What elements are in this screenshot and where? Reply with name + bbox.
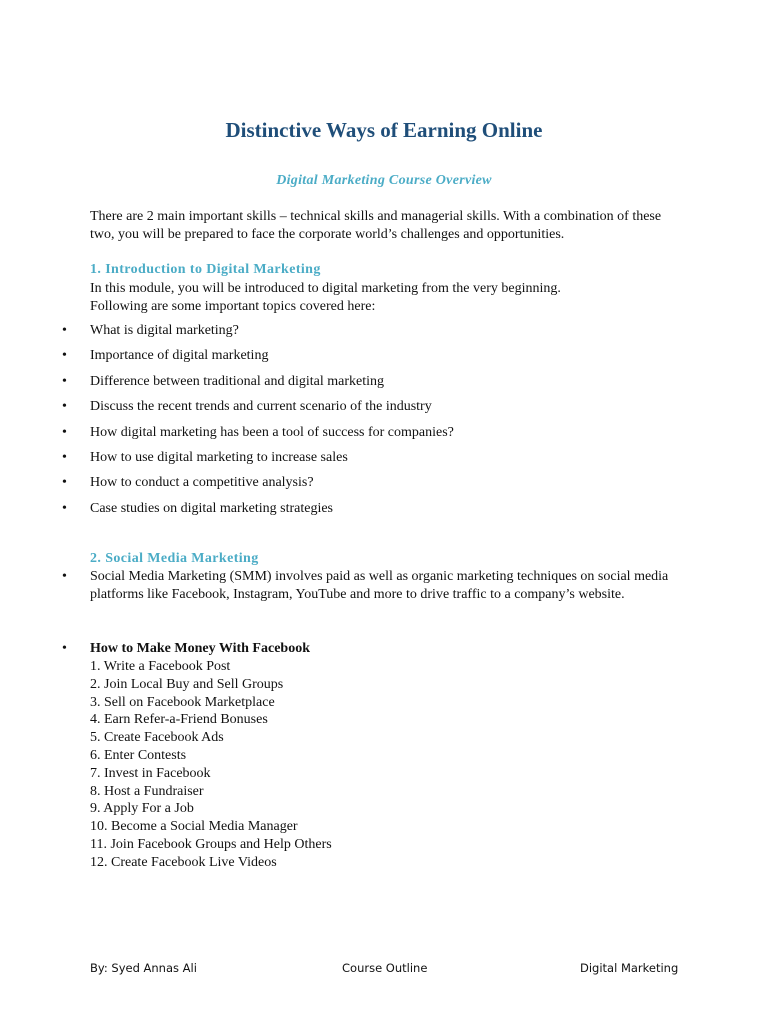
footer-author: By: Syed Annas Ali — [90, 961, 197, 975]
footer-subject: Digital Marketing — [580, 961, 679, 975]
document-title: Distinctive Ways of Earning Online — [225, 118, 543, 142]
list-item-text: How to use digital marketing to increase sales — [90, 449, 348, 465]
bullet-icon: • — [62, 475, 67, 491]
topics-bullet-list — [0, 322, 768, 525]
document-subtitle: Digital Marketing Course Overview — [276, 173, 492, 188]
list-item-text: Difference between traditional and digital marketing — [90, 373, 385, 389]
list-item — [0, 398, 768, 423]
section-heading-social-media: 2. Social Media Marketing — [90, 551, 259, 566]
list-item: 4. Earn Refer-a-Friend Bonuses — [90, 712, 268, 728]
list-item: 12. Create Facebook Live Videos — [90, 854, 277, 870]
section-heading-introduction: 1. Introduction to Digital Marketing — [90, 262, 321, 277]
footer-course-outline: Course Outline — [342, 961, 428, 975]
list-item: 1. Write a Facebook Post — [90, 659, 231, 674]
bullet-icon: • — [62, 641, 67, 656]
list-item: 8. Host a Fundraiser — [90, 783, 204, 799]
list-item — [0, 500, 768, 525]
section-intro-paragraph — [90, 280, 690, 316]
bullet-icon: • — [62, 424, 67, 440]
list-item — [0, 322, 768, 347]
list-item: 11. Join Facebook Groups and Help Others — [90, 836, 332, 852]
list-item — [0, 424, 768, 449]
list-item — [0, 449, 768, 474]
facebook-section — [90, 640, 690, 872]
list-item: 6. Enter Contests — [90, 747, 187, 763]
list-item: 5. Create Facebook Ads — [90, 730, 224, 746]
list-item-text: What is digital marketing? — [90, 323, 239, 338]
bullet-icon: • — [62, 449, 67, 465]
list-item-text: How to conduct a competitive analysis? — [90, 475, 314, 491]
list-item: 10. Become a Social Media Manager — [90, 819, 298, 835]
intro-paragraph: There are 2 main important skills – technical skills and managerial skills. With a combination of these two, you will be prepared to face the corporate world’s challenges and opportunities. — [90, 209, 662, 242]
bullet-icon: • — [62, 323, 67, 338]
bullet-icon: • — [62, 569, 67, 584]
paragraph-line: Following are some important topics covered here: — [90, 299, 376, 314]
facebook-title: How to Make Money With Facebook — [90, 641, 310, 656]
list-item-text: Case studies on digital marketing strategies — [90, 500, 334, 516]
list-item — [0, 373, 768, 398]
list-item: 7. Invest in Facebook — [90, 765, 211, 781]
list-item-text: Discuss the recent trends and current scenario of the industry — [90, 399, 432, 415]
list-item-text: How digital marketing has been a tool of success for companies? — [90, 424, 454, 440]
list-item — [0, 347, 768, 372]
paragraph-line: In this module, you will be introduced to digital marketing from the very beginning. — [90, 281, 561, 296]
list-item: 9. Apply For a Job — [90, 801, 194, 817]
bullet-icon: • — [62, 500, 67, 516]
bullet-icon: • — [62, 373, 67, 389]
bullet-icon: • — [62, 399, 67, 415]
list-item-text: Importance of digital marketing — [90, 348, 269, 364]
facebook-ways-list — [90, 658, 690, 872]
smm-description: Social Media Marketing (SMM) involves paid as well as organic marketing techniques on social media platforms like Facebook, Instagram, YouTube and more to drive traffic to a company’s website. — [90, 569, 669, 602]
list-item: 3. Sell on Facebook Marketplace — [90, 694, 275, 710]
list-item: 2. Join Local Buy and Sell Groups — [90, 676, 284, 692]
list-item — [0, 474, 768, 499]
bullet-icon: • — [62, 348, 67, 364]
